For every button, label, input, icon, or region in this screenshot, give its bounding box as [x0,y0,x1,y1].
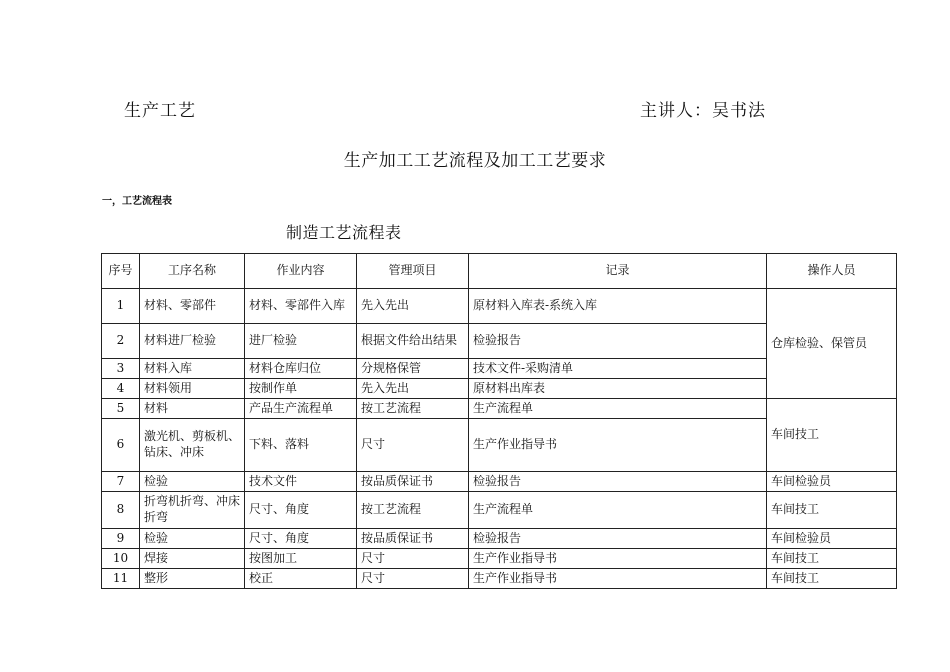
column-header-operator: 操作人员 [767,254,897,289]
cell-record: 生产作业指导书 [469,419,767,472]
cell-work-content: 产品生产流程单 [245,399,357,419]
table-row [102,549,897,569]
table-row [102,472,897,492]
cell-no: 9 [102,529,140,549]
cell-operator: 车间技工 [767,492,897,529]
cell-process-name: 激光机、剪板机、钻床、冲床 [140,419,245,472]
cell-work-content: 按制作单 [245,379,357,399]
table-row [102,569,897,589]
column-header-record: 记录 [469,254,767,289]
cell-operator: 车间技工 [767,569,897,589]
cell-process-name: 材料入库 [140,359,245,379]
cell-record: 技术文件-采购清单 [469,359,767,379]
cell-management-item: 尺寸 [357,549,469,569]
cell-no: 11 [102,569,140,589]
cell-management-item: 按品质保证书 [357,529,469,549]
cell-process-name: 焊接 [140,549,245,569]
cell-no: 5 [102,399,140,419]
process-flow-table [101,253,897,589]
column-header-process-name: 工序名称 [140,254,245,289]
cell-record: 检验报告 [469,472,767,492]
cell-work-content: 材料、零部件入库 [245,289,357,324]
cell-process-name: 材料、零部件 [140,289,245,324]
column-header-no: 序号 [102,254,140,289]
cell-no: 6 [102,419,140,472]
cell-operator: 车间检验员 [767,529,897,549]
cell-no: 3 [102,359,140,379]
cell-no: 7 [102,472,140,492]
cell-management-item: 分规格保管 [357,359,469,379]
cell-process-name: 检验 [140,472,245,492]
column-header-work-content: 作业内容 [245,254,357,289]
cell-no: 10 [102,549,140,569]
cell-work-content: 校正 [245,569,357,589]
cell-process-name: 整形 [140,569,245,589]
table-row [102,492,897,529]
cell-record: 生产流程单 [469,399,767,419]
cell-record: 生产流程单 [469,492,767,529]
cell-management-item: 根据文件给出结果 [357,324,469,359]
cell-process-name: 检验 [140,529,245,549]
cell-work-content: 进厂检验 [245,324,357,359]
cell-record: 原材料出库表 [469,379,767,399]
cell-process-name: 材料进厂检验 [140,324,245,359]
cell-record: 检验报告 [469,529,767,549]
cell-work-content: 尺寸、角度 [245,492,357,529]
cell-management-item: 按工艺流程 [357,399,469,419]
cell-management-item: 按品质保证书 [357,472,469,492]
course-title: 生产工艺 [124,101,196,121]
section-heading: 一，工艺流程表 [102,196,172,207]
lecturer: 主讲人：吴书法 [640,101,766,121]
cell-management-item: 尺寸 [357,569,469,589]
cell-work-content: 材料仓库归位 [245,359,357,379]
cell-work-content: 按图加工 [245,549,357,569]
cell-process-name: 折弯机折弯、冲床折弯 [140,492,245,529]
cell-process-name: 材料领用 [140,379,245,399]
cell-no: 4 [102,379,140,399]
cell-operator: 车间检验员 [767,472,897,492]
cell-work-content: 下料、落料 [245,419,357,472]
cell-no: 2 [102,324,140,359]
cell-no: 1 [102,289,140,324]
cell-work-content: 技术文件 [245,472,357,492]
cell-record: 生产作业指导书 [469,569,767,589]
cell-operator-merged: 仓库检验、保管员 [767,289,897,399]
cell-management-item: 按工艺流程 [357,492,469,529]
cell-management-item: 尺寸 [357,419,469,472]
table-header-row [102,254,897,289]
table-row [102,289,897,324]
cell-management-item: 先入先出 [357,289,469,324]
cell-record: 原材料入库表-系统入库 [469,289,767,324]
table-title: 制造工艺流程表 [286,223,402,242]
cell-process-name: 材料 [140,399,245,419]
table-row [102,399,897,419]
cell-operator-merged: 车间技工 [767,399,897,472]
cell-record: 检验报告 [469,324,767,359]
table-row [102,529,897,549]
cell-operator: 车间技工 [767,549,897,569]
cell-work-content: 尺寸、角度 [245,529,357,549]
cell-management-item: 先入先出 [357,379,469,399]
cell-no: 8 [102,492,140,529]
column-header-management-item: 管理项目 [357,254,469,289]
document-title: 生产加工工艺流程及加工工艺要求 [343,151,607,171]
cell-record: 生产作业指导书 [469,549,767,569]
